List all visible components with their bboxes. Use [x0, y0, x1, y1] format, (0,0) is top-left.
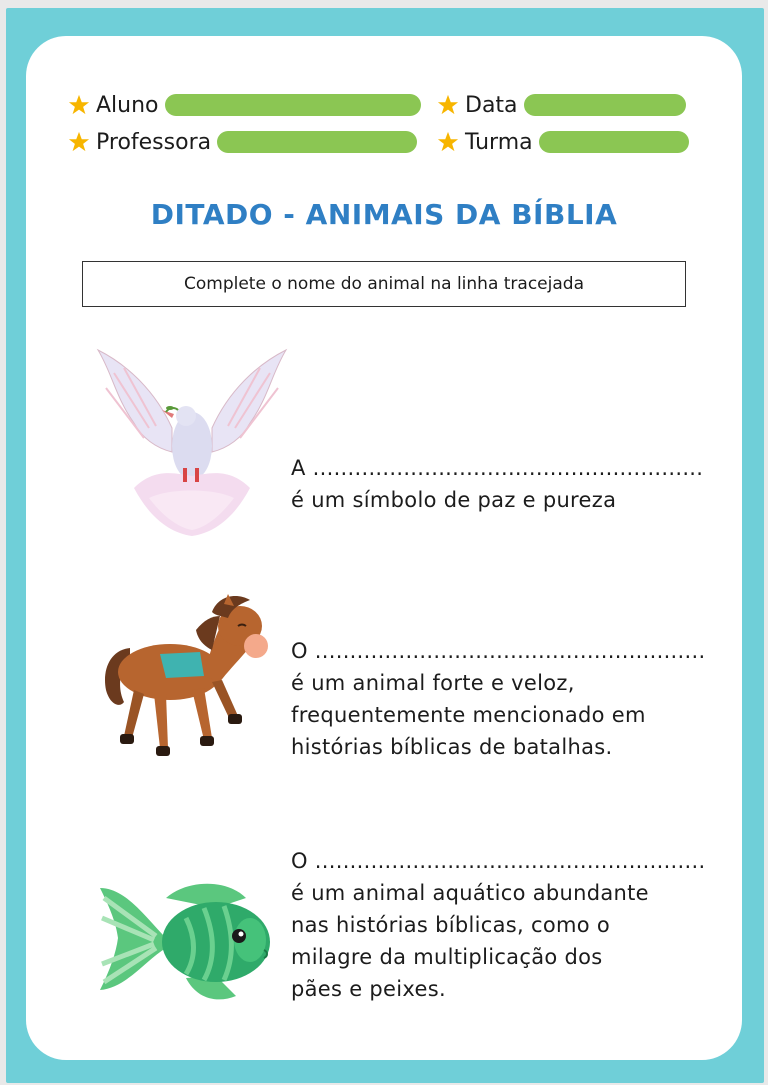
horse-illustration	[100, 590, 270, 762]
aluno-line[interactable]	[165, 94, 421, 116]
question-text: milagre da multiplicação dos	[291, 945, 603, 969]
dove-illustration	[94, 348, 290, 538]
question-1	[291, 452, 703, 516]
field-professora	[68, 127, 417, 157]
star-icon	[68, 94, 90, 116]
question-text: é um animal forte e veloz,	[291, 671, 575, 695]
professora-line[interactable]	[217, 131, 417, 153]
field-aluno	[68, 90, 421, 120]
field-label: Aluno	[96, 92, 159, 118]
answer-blank[interactable]: O ........................................................	[291, 639, 706, 663]
field-turma	[437, 127, 689, 157]
field-label: Data	[465, 92, 518, 118]
page-title: DITADO - ANIMAIS DA BÍBLIA	[150, 198, 618, 231]
answer-blank[interactable]: A ........................................................	[291, 456, 704, 480]
fish-illustration	[96, 878, 274, 1008]
question-text: é um símbolo de paz e pureza	[291, 488, 617, 512]
field-label: Turma	[465, 129, 533, 155]
instruction-box: Complete o nome do animal na linha tracejada	[82, 261, 686, 307]
question-text: histórias bíblicas de batalhas.	[291, 735, 613, 759]
question-2	[291, 635, 705, 763]
question-text: é um animal aquático abundante	[291, 881, 649, 905]
question-text: pães e peixes.	[291, 977, 446, 1001]
turma-line[interactable]	[539, 131, 689, 153]
data-line[interactable]	[524, 94, 686, 116]
answer-blank[interactable]: O ........................................................	[291, 849, 706, 873]
question-text: frequentemente mencionado em	[291, 703, 646, 727]
star-icon	[437, 94, 459, 116]
field-data	[437, 90, 686, 120]
star-icon	[68, 131, 90, 153]
question-3	[291, 845, 705, 1005]
question-text: nas histórias bíblicas, como o	[291, 913, 611, 937]
star-icon	[437, 131, 459, 153]
field-label: Professora	[96, 129, 212, 155]
